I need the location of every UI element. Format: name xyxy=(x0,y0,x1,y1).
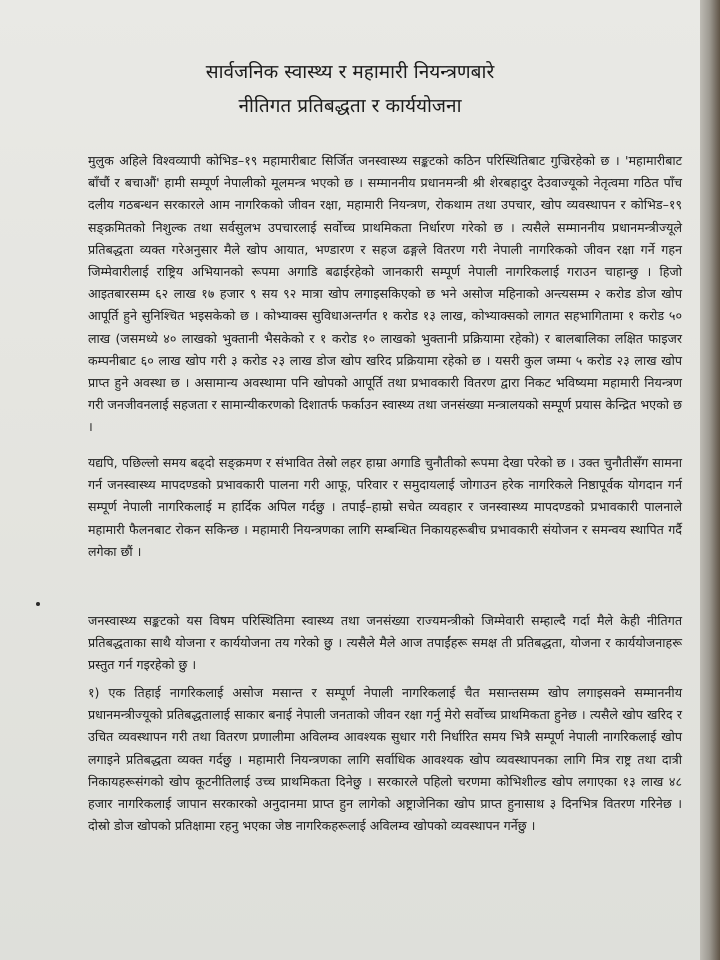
paragraph-commitment-1: १) एक तिहाई नागरिकलाई असोज मसान्त र सम्पूर्ण नेपाली नागरिकलाई चैत मसान्तसम्म खोप लगाइसक्ने सम्माननीय प्रधानमन्त्रीज्यूको प्रतिबद्धतालाई साकार बनाई नेपाली जनताको जीवन रक्षा गर्नु मेरो सर्वोच्च प्राथमिकता हुनेछ । त्यसैले खोप खरिद र उचित व्यवस्थापन गरी तथा वितरण प्रणालीमा अविलम्व आवश्यक सुधार गरी निर्धारित समय भित्रै सम्पूर्ण नेपाली नागरिकलाई खोप लगाइने प्रतिबद्धता व्यक्त गर्दछु । महामारी नियन्त्रणका लागि सर्वाधिक आवश्यक खोप व्यवस्थापनका लागि मित्र राष्ट्र तथा दात्री निकायहरूसंगको खोप कूटनीतिलाई उच्च प्राथमिकता दिनेछु । सरकारले पहिलो चरणमा कोभिशील्ड खोप लगाएका १३ लाख ४८ हजार नागरिकलाई जापान सरकारको अनुदानमा प्राप्त हुन लागेको अष्ट्राजेनिका खोप प्राप्त हुनासाथ ३ दिनभित्र वितरण गरिनेछ । दोस्रो डोज खोपको प्रतिक्षामा रहनु भएका जेष्ठ नागरिकहरूलाई अविलम्व खोपको व्यवस्थापन गर्नेछु । xyxy=(88,685,682,834)
document-subtitle: नीतिगत प्रतिबद्धता र कार्ययोजना xyxy=(238,95,462,117)
paragraph-challenge: यद्यपि, पछिल्लो समय बढ्दो सङ्क्रमण र संभावित तेस्रो लहर हाम्रा अगाडि चुनौतीको रूपमा देखा परेको छ । उक्त चुनौतीसँग सामना गर्न जनस्वास्थ्य मापदण्डको प्रभावकारी पालना गरी आफू, परिवार र समुदायलाई जोगाउन हरेक नागरिकले निष्ठापूर्वक योगदान गर्न सम्पूर्ण नेपाली नागरिकलाई म हार्दिक अपिल गर्दछु । तपाईं–हाम्रो सचेत व्यवहार र जनस्वास्थ्य मापदण्डको प्रभावकारी पालनाले महामारी फैलनबाट रोकन सकिन्छ । महामारी नियन्त्रणका लागि सम्बन्धित निकायहरूबीच प्रभावकारी संयोजन र समन्वय स्थापित गर्दै लगेका छौं । xyxy=(88,455,682,559)
margin-mark xyxy=(36,602,40,606)
paragraph-responsibility: जनस्वास्थ्य सङ्कटको यस विषम परिस्थितिमा स्वास्थ्य तथा जनसंख्या राज्यमन्त्रीको जिम्मेवारी सम्हाल्दै गर्दा मैले केही नीतिगत प्रतिबद्धताका साथै योजना र कार्ययोजना तय गरेको छु । त्यसैले मैले आज तपाईंहरू समक्ष ती प्रतिबद्धता, योजना र कार्ययोजनाहरू प्रस्तुत गर्न गइरहेको छु । xyxy=(88,613,682,673)
paragraph-intro: मुलुक अहिले विश्वव्यापी कोभिड–१९ महामारीबाट सिर्जित जनस्वास्थ्य सङ्कटको कठिन परिस्थितिबाट गुज्रिरहेको छ । 'महामारीबाट बाँचौं र बचाऔं' हामी सम्पूर्ण नेपालीको मूलमन्त्र भएको छ । सम्माननीय प्रधानमन्त्री श्री शेरबहादुर देउवाज्यूको नेतृत्वमा गठित पाँच दलीय गठबन्धन सरकारले आम नागरिकको जीवन रक्षा, महामारी नियन्त्रण, रोकथाम तथा उपचार, खोप व्यवस्थापन र कोभिड–१९ सङ्क्रमितको निशुल्क तथा सर्वसुलभ उपचारलाई सर्वोच्च प्राथमिकता निर्धारण गरेको छ । त्यसैले सम्माननीय प्रधानमन्त्रीज्यूले प्रतिबद्धता व्यक्त गरेअनुसार मैले खोप आयात, भण्डारण र सहज ढङ्गले वितरण गरी नेपाली नागरिकको जीवन रक्षा गर्ने गहन जिम्मेवारीलाई राष्ट्रिय अभियानको रूपमा अगाडि बढाईरहेको जानकारी सम्पूर्ण नेपाली नागरिकलाई गराउन चाहान्छु । हिजो आइतबारसम्म ६२ लाख १७ हजार ९ सय ९२ मात्रा खोप लगाइसकिएको छ भने असोज महिनाको अन्त्यसम्म २ करोड डोज खोप आपूर्ति हुने सुनिश्चित भइसकेको छ । कोभ्याक्स सुविधाअन्तर्गत १ करोड १३ लाख, कोभ्याक्सको लागत सहभागितामा १ करोड ५० लाख (जसमध्ये ४० लाखको भुक्तानी भैसकेको र १ करोड १० लाखको भुक्तानी प्रक्रियामा रहेको) र बालबालिका लक्षित फाइजर कम्पनीबाट ६० लाख खोप गरी ३ करोड २३ लाख डोज खोप खरिद प्रक्रियामा रहेको छ । यसरी कुल जम्मा ५ करोड २३ लाख खोप प्राप्त हुने अवस्था छ । असामान्य अवस्थामा पनि खोपको आपूर्ति तथा प्रभावकारी वितरण द्वारा निकट भविष्यमा महामारी नियन्त्रण गरी जनजीवनलाई सहजता र सामान्यीकरणको दिशातर्फ फर्काउन स्वास्थ्य तथा जनसंख्या मन्त्रालयको सम्पूर्ण प्रयास केन्द्रित भएको छ । xyxy=(88,153,682,435)
document-title: सार्वजनिक स्वास्थ्य र महामारी नियन्त्रणबारे xyxy=(205,61,495,83)
